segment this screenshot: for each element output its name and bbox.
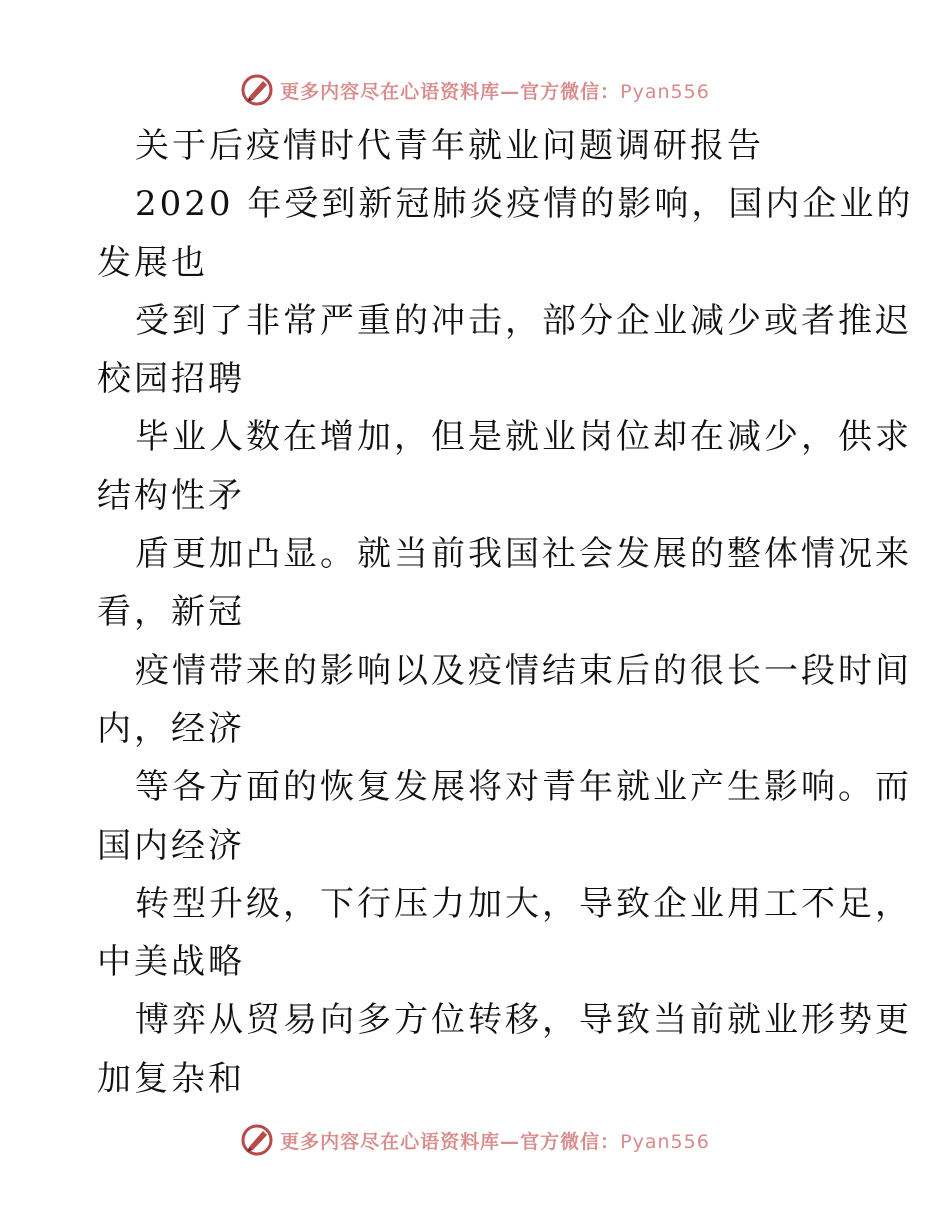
text-line: 2020 年受到新冠肺炎疫情的影响，国内企业的 (135, 184, 914, 225)
text-line: 盾更加凸显。就当前我国社会发展的整体情况来 (135, 534, 912, 575)
watermark-text (280, 77, 710, 104)
header-watermark-banner (0, 70, 950, 110)
text-line: 结构性矛 (97, 475, 245, 516)
pen-logo-icon (240, 1123, 274, 1157)
text-line: 中美战略 (97, 942, 245, 983)
text-line: 等各方面的恢复发展将对青年就业产生影响。而 (135, 767, 912, 808)
text-line: 疫情带来的影响以及疫情结束后的很长一段时间 (135, 650, 912, 691)
watermark-main-text: 更多内容尽在心语资料库—官方微信： (280, 1130, 621, 1153)
footer-watermark-banner (0, 1120, 950, 1160)
text-line: 受到了非常严重的冲击，部分企业减少或者推迟 (135, 300, 912, 341)
text-line: 校园招聘 (97, 359, 245, 400)
document-body (97, 117, 914, 1108)
text-line: 加复杂和 (97, 1058, 245, 1099)
text-line: 毕业人数在增加，但是就业岗位却在减少，供求 (135, 417, 912, 458)
text-line: 内，经济 (97, 708, 245, 749)
text-line: 看，新冠 (97, 592, 245, 633)
watermark-group (240, 1123, 710, 1157)
text-line: 博弈从贸易向多方位转移，导致当前就业形势更 (135, 1000, 912, 1041)
pen-logo-icon (240, 73, 274, 107)
text-line: 转型升级，下行压力加大，导致企业用工不足， (135, 883, 912, 924)
watermark-text (280, 1127, 710, 1154)
text-line: 国内经济 (97, 825, 245, 866)
text-line: 发展也 (97, 242, 208, 283)
watermark-account: Pyan556 (620, 80, 710, 103)
watermark-group (240, 73, 710, 107)
document-title: 关于后疫情时代青年就业问题调研报告 (135, 126, 764, 166)
watermark-account: Pyan556 (620, 1130, 710, 1153)
watermark-main-text: 更多内容尽在心语资料库—官方微信： (280, 80, 621, 103)
